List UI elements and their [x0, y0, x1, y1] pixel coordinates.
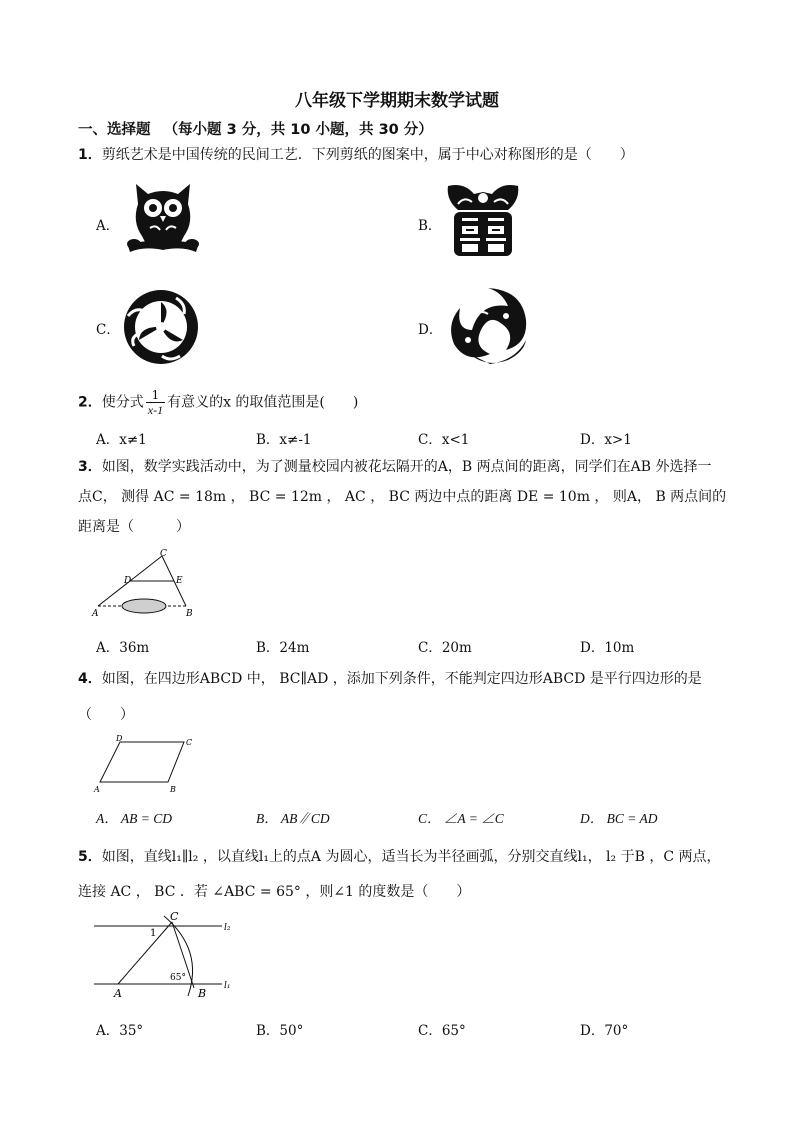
section-note: （每小题 3 分，共 10 小题，共 30 分） [163, 122, 433, 138]
question-number: 5． [78, 849, 102, 865]
option-c[interactable]: C．65° [418, 1023, 466, 1039]
option-c[interactable]: C．20m [418, 640, 472, 656]
label-c: C [170, 910, 179, 923]
label-b: B [170, 785, 176, 794]
label-l2: l₂ [224, 923, 231, 933]
label-angle-1: 1 [150, 928, 157, 939]
question-4-line-1 [78, 670, 702, 688]
question-text-pre: 使分式 [101, 394, 144, 411]
question-number: 3． [78, 459, 102, 475]
option-a[interactable]: A．36m [96, 640, 150, 656]
option-d-label[interactable]: D． [418, 322, 443, 338]
option-c[interactable]: C．x<1 [418, 432, 470, 448]
question-text-post: 有意义的x 的取值范围是( ) [167, 394, 359, 411]
fraction-numerator: 1 [151, 388, 160, 402]
label-a: A [92, 609, 99, 619]
option-a-label[interactable]: A． [96, 218, 120, 234]
question-3-line-2: 点C， 测得 AC = 18m ， BC = 12m ， AC ， BC 两边中点的距离 DE = 10m ， 则A， B 两点间的 [78, 489, 727, 505]
parallelogram-figure [90, 734, 200, 794]
label-a: A [94, 785, 100, 794]
papercut-rosette-image [120, 286, 202, 368]
option-a[interactable]: A． AB = CD [96, 811, 172, 826]
option-c[interactable]: C． ∠A = ∠C [418, 811, 504, 826]
option-a[interactable]: A．x≠1 [96, 432, 147, 448]
option-c-label[interactable]: C． [96, 322, 120, 338]
question-3-line-3: 距离是（ ） [78, 519, 190, 535]
section-header [78, 118, 433, 139]
option-a[interactable]: A．35° [96, 1023, 144, 1039]
triangle-figure [90, 549, 200, 619]
question-number: 1． [78, 147, 102, 163]
question-1 [78, 146, 634, 164]
option-b-label[interactable]: B． [418, 218, 442, 234]
option-d[interactable]: D． BC = AD [580, 811, 658, 826]
fraction [146, 388, 165, 417]
option-b[interactable]: B． AB∥CD [256, 811, 330, 826]
option-d[interactable]: D．10m [580, 640, 635, 656]
page-title: 八年级下学期期末数学试题 [295, 91, 499, 111]
papercut-butterfly-image [444, 182, 522, 260]
question-text: 剪纸艺术是中国传统的民间工艺．下列剪纸的图案中，属于中心对称图形的是（ ） [101, 147, 634, 163]
question-2 [78, 388, 358, 417]
label-d: D [124, 576, 132, 586]
question-number: 2． [78, 394, 102, 411]
parallel-lines-figure [94, 910, 244, 1002]
question-text: 如图，直线l₁∥l₂ ，以直线l₁上的点A 为圆心，适当长为半径画弧，分别交直线l₁， l₂ 于B ，C 两点， [101, 849, 721, 865]
option-b[interactable]: B．24m [256, 640, 310, 656]
label-c: C [160, 549, 167, 559]
label-a: A [114, 987, 122, 1000]
label-angle-65: 65° [170, 973, 186, 983]
label-b: B [198, 987, 207, 1000]
question-3-line-1 [78, 458, 711, 476]
question-5-line-1 [78, 848, 720, 866]
papercut-fish-image [446, 284, 530, 368]
option-d[interactable]: D．x>1 [580, 432, 632, 448]
label-c: C [186, 738, 193, 747]
question-4-line-2: （ ） [78, 707, 134, 723]
option-b[interactable]: B．50° [256, 1023, 304, 1039]
label-d: D [116, 734, 123, 743]
fraction-denominator: x-1 [147, 403, 164, 417]
option-d[interactable]: D．70° [580, 1023, 629, 1039]
label-l1: l₁ [224, 981, 231, 991]
label-b: B [186, 609, 193, 619]
label-e: E [176, 576, 183, 586]
question-text: 如图，数学实践活动中，为了测量校园内被花坛隔开的A，B 两点间的距离，同学们在AB 外选择一 [101, 459, 712, 475]
papercut-owl-image [124, 178, 202, 256]
question-text: 如图，在四边形ABCD 中， BC∥AD ，添加下列条件，不能判定四边形ABCD 是平行四边形的是 [101, 671, 702, 687]
question-5-line-2: 连接 AC ， BC ．若 ∠ABC = 65° ，则∠1 的度数是（ ） [78, 884, 471, 900]
question-number: 4． [78, 671, 102, 687]
section-label: 一、选择题 [78, 122, 151, 138]
option-b[interactable]: B．x≠-1 [256, 432, 312, 448]
